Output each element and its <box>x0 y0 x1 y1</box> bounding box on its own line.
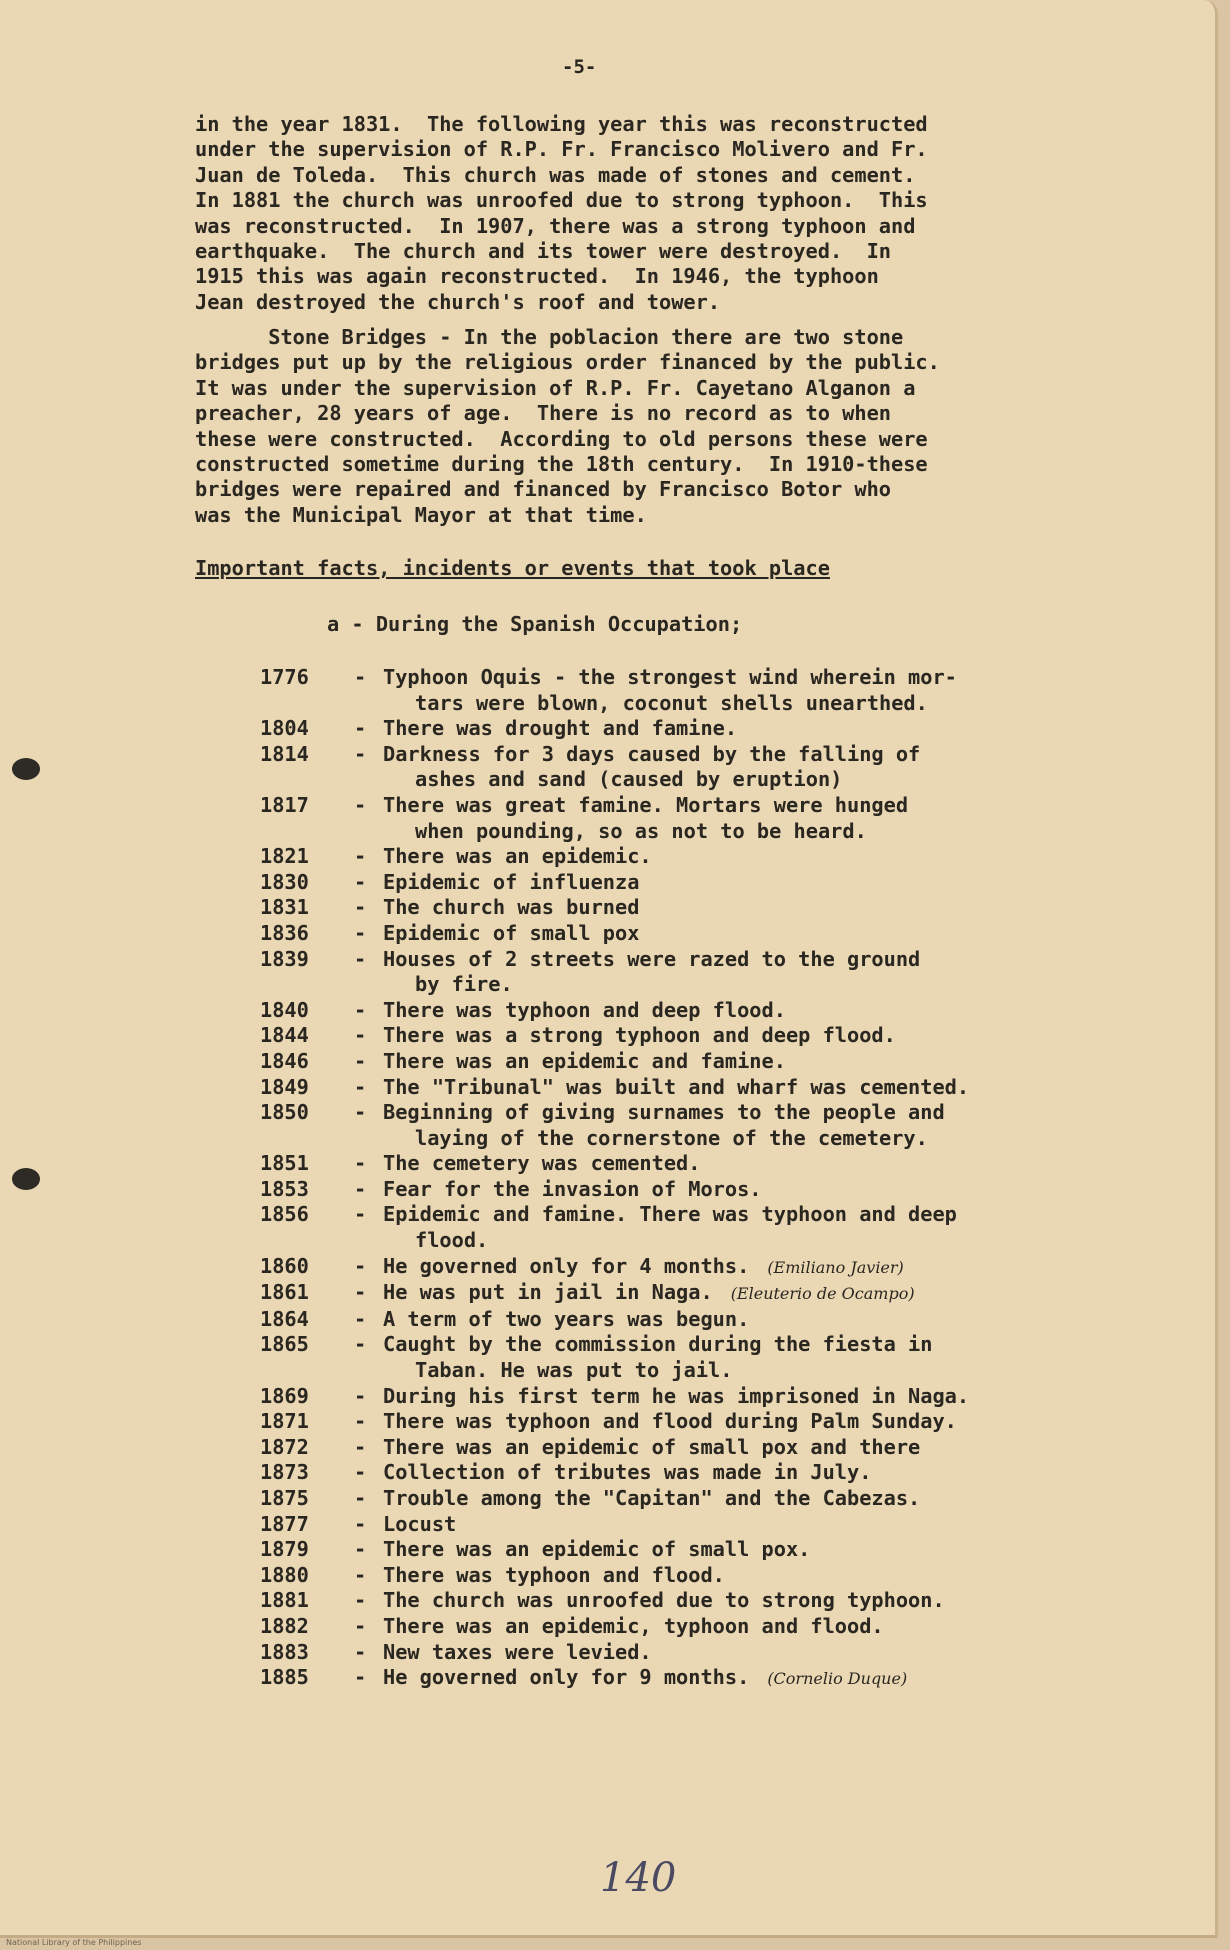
event-year: 1875 <box>260 1486 309 1510</box>
event-text <box>383 1588 1113 1614</box>
event-year: 1873 <box>260 1460 309 1485</box>
event-text <box>383 1409 1113 1435</box>
event-dash: - <box>354 1253 367 1278</box>
event-description: There was great famine. Mortars were hunged <box>383 792 909 817</box>
event-description: He was put in jail in Naga. <box>383 1280 713 1305</box>
event-text <box>383 870 1113 896</box>
event-year: 1856 <box>260 1202 309 1227</box>
event-year: 1849 <box>260 1074 309 1099</box>
event-row <box>0 716 1215 742</box>
events-list <box>0 665 1215 1692</box>
handwritten-note: (Eleuterio de Ocampo) <box>730 1284 915 1304</box>
event-row <box>0 1332 1215 1383</box>
event-text <box>383 1202 1113 1228</box>
event-row <box>0 1100 1215 1151</box>
event-dash: - <box>354 1409 367 1434</box>
event-text <box>383 1049 1113 1075</box>
event-year: 1831 <box>260 895 309 920</box>
event-text <box>383 1614 1113 1640</box>
event-dash: - <box>354 1048 367 1073</box>
event-row <box>0 1049 1215 1075</box>
event-description: Darkness for 3 days caused by the falling of <box>383 741 921 766</box>
handwritten-note: (Cornelio Duque) <box>767 1669 908 1689</box>
event-description: Epidemic and famine. There was typhoon and deep <box>383 1202 957 1227</box>
event-description: Epidemic of influenza <box>383 869 640 894</box>
event-row <box>0 1563 1215 1589</box>
event-description: New taxes were levied. <box>383 1639 652 1664</box>
event-description: Caught by the commission during the fiesta in <box>383 1332 933 1357</box>
event-year: 1869 <box>260 1383 309 1408</box>
stone-bridges-paragraph: Stone Bridges - In the poblacion there are two stone bridges put up by the religious order financed by the public. It was under the supervision of R.P. Fr. Cayetano Alganon a preacher, 28 years of age. There is no record as to when these were constructed. According to old persons these were constructed sometime during the 18th century. In 1910-these bridges were repaired and financed by Francisco Botor who was the Municipal Mayor at that time. <box>195 325 940 527</box>
event-year: 1830 <box>260 869 309 894</box>
event-dash: - <box>354 1639 367 1664</box>
event-description: The "Tribunal" was built and wharf was cemented. <box>383 1074 970 1099</box>
event-year: 1865 <box>260 1332 309 1357</box>
event-dash: - <box>354 1613 367 1638</box>
event-row <box>0 1588 1215 1614</box>
event-year: 1877 <box>260 1511 309 1536</box>
event-row <box>0 1486 1215 1512</box>
event-dash: - <box>354 1332 367 1357</box>
event-text <box>383 844 1113 870</box>
event-dash: - <box>354 1588 367 1613</box>
event-dash: - <box>354 716 367 741</box>
event-year: 1879 <box>260 1537 309 1562</box>
event-text <box>383 947 1113 973</box>
event-row <box>0 1307 1215 1333</box>
event-year: 1839 <box>260 946 309 971</box>
event-text <box>383 793 1113 819</box>
event-text <box>383 1254 1113 1281</box>
event-dash: - <box>354 1665 367 1690</box>
event-year: 1885 <box>260 1665 309 1690</box>
event-row <box>0 665 1215 716</box>
event-dash: - <box>354 1562 367 1587</box>
event-year: 1814 <box>260 741 309 766</box>
event-text <box>383 716 1113 742</box>
event-continuation: laying of the cornerstone of the cemetery. <box>415 1125 928 1150</box>
event-year: 1860 <box>260 1253 309 1278</box>
event-row <box>0 1460 1215 1486</box>
event-row <box>0 1537 1215 1563</box>
event-description: He governed only for 9 months. <box>383 1665 750 1690</box>
event-text <box>383 665 1113 691</box>
event-continuation: ashes and sand (caused by eruption) <box>415 767 843 792</box>
event-dash: - <box>354 1460 367 1485</box>
event-text <box>383 1100 1113 1126</box>
event-dash: - <box>354 665 367 689</box>
event-text <box>383 921 1113 947</box>
event-text <box>383 1435 1113 1461</box>
event-row <box>0 895 1215 921</box>
event-description: There was typhoon and deep flood. <box>383 997 786 1022</box>
event-text <box>383 1075 1113 1101</box>
event-text <box>383 1563 1113 1589</box>
event-year: 1872 <box>260 1434 309 1459</box>
event-row <box>0 1202 1215 1253</box>
event-text <box>383 1332 1113 1358</box>
section-heading: Important facts, incidents or events that took place <box>195 556 830 580</box>
event-row <box>0 1280 1215 1307</box>
event-continuation: Taban. He was put to jail. <box>415 1358 733 1383</box>
event-year: 1880 <box>260 1562 309 1587</box>
event-row <box>0 1640 1215 1666</box>
event-year: 1871 <box>260 1409 309 1434</box>
event-row <box>0 921 1215 947</box>
event-row <box>0 1409 1215 1435</box>
event-description: He governed only for 4 months. <box>383 1253 750 1278</box>
event-description: The church was burned <box>383 895 640 920</box>
event-year: 1836 <box>260 920 309 945</box>
event-text <box>383 1460 1113 1486</box>
event-year: 1817 <box>260 792 309 817</box>
event-dash: - <box>354 1151 367 1176</box>
event-description: There was an epidemic of small pox and there <box>383 1434 921 1459</box>
event-dash: - <box>354 844 367 869</box>
event-year: 1844 <box>260 1023 309 1048</box>
event-text <box>383 742 1113 768</box>
event-description: Epidemic of small pox <box>383 920 640 945</box>
event-year: 1882 <box>260 1613 309 1638</box>
event-dash: - <box>354 1176 367 1201</box>
event-description: Beginning of giving surnames to the people and <box>383 1100 945 1125</box>
event-dash: - <box>354 1280 367 1305</box>
event-year: 1864 <box>260 1306 309 1331</box>
event-row <box>0 870 1215 896</box>
event-row <box>0 1665 1215 1692</box>
event-description: Collection of tributes was made in July. <box>383 1460 872 1485</box>
event-year: 1776 <box>260 665 309 689</box>
church-history-paragraph: in the year 1831. The following year this was reconstructed under the supervision of R.P. Fr. Francisco Molivero and Fr. Juan de Toleda. This church was made of stones and cement. In 1881 the church was unroofed due to strong typhoon. This was reconstructed. In 1907, there was a strong typhoon and earthquake. The church and its tower were destroyed. In 1915 this was again reconstructed. In 1946, the typhoon Jean destroyed the church's roof and tower. <box>195 112 928 314</box>
event-text <box>383 1177 1113 1203</box>
event-dash: - <box>354 1486 367 1510</box>
event-year: 1846 <box>260 1048 309 1073</box>
event-dash: - <box>354 869 367 894</box>
event-row <box>0 1384 1215 1410</box>
event-description: There was an epidemic and famine. <box>383 1048 786 1073</box>
event-text <box>383 1665 1113 1692</box>
event-row <box>0 1177 1215 1203</box>
event-dash: - <box>354 1074 367 1099</box>
handwritten-note: (Emiliano Javier) <box>767 1257 904 1277</box>
event-row <box>0 1254 1215 1281</box>
event-dash: - <box>354 1306 367 1331</box>
event-continuation: flood. <box>415 1228 489 1253</box>
event-dash: - <box>354 1434 367 1459</box>
event-dash: - <box>354 741 367 766</box>
event-text <box>383 998 1113 1024</box>
event-dash: - <box>354 1100 367 1125</box>
event-dash: - <box>354 1202 367 1227</box>
event-description: The cemetery was cemented. <box>383 1151 701 1176</box>
event-continuation: by fire. <box>415 972 513 997</box>
event-description: There was drought and famine. <box>383 716 738 741</box>
event-row <box>0 742 1215 793</box>
event-dash: - <box>354 1383 367 1408</box>
event-row <box>0 1075 1215 1101</box>
event-year: 1861 <box>260 1280 309 1305</box>
event-text <box>383 1023 1113 1049</box>
event-row <box>0 1614 1215 1640</box>
event-row <box>0 844 1215 870</box>
event-year: 1851 <box>260 1151 309 1176</box>
event-row <box>0 1023 1215 1049</box>
event-year: 1804 <box>260 716 309 741</box>
event-description: During his first term he was imprisoned in Naga. <box>383 1383 970 1408</box>
event-description: A term of two years was begun. <box>383 1306 750 1331</box>
event-continuation: when pounding, so as not to be heard. <box>415 818 867 843</box>
event-dash: - <box>354 997 367 1022</box>
event-description: There was a strong typhoon and deep flood. <box>383 1023 896 1048</box>
event-description: Fear for the invasion of Moros. <box>383 1176 762 1201</box>
event-year: 1850 <box>260 1100 309 1125</box>
event-row <box>0 1151 1215 1177</box>
event-dash: - <box>354 946 367 971</box>
event-description: Houses of 2 streets were razed to the ground <box>383 946 921 971</box>
event-row <box>0 1435 1215 1461</box>
event-year: 1821 <box>260 844 309 869</box>
event-row <box>0 947 1215 998</box>
event-text <box>383 1537 1113 1563</box>
event-text <box>383 1486 1113 1512</box>
event-row <box>0 998 1215 1024</box>
section-subheading: a - During the Spanish Occupation; <box>327 612 743 636</box>
folio-number: 140 <box>600 1855 677 1901</box>
event-description: There was typhoon and flood. <box>383 1562 725 1587</box>
event-description: There was an epidemic of small pox. <box>383 1537 811 1562</box>
event-description: There was typhoon and flood during Palm Sunday. <box>383 1409 957 1434</box>
event-description: There was an epidemic. <box>383 844 652 869</box>
event-text <box>383 1280 1113 1307</box>
event-description: The church was unroofed due to strong typhoon. <box>383 1588 945 1613</box>
event-year: 1853 <box>260 1176 309 1201</box>
event-description: There was an epidemic, typhoon and flood. <box>383 1613 884 1638</box>
event-dash: - <box>354 895 367 920</box>
event-continuation: tars were blown, coconut shells unearthed. <box>415 690 928 715</box>
event-row <box>0 1512 1215 1538</box>
event-dash: - <box>354 920 367 945</box>
event-description: Locust <box>383 1511 457 1536</box>
event-text <box>383 1307 1113 1333</box>
event-dash: - <box>354 1511 367 1536</box>
event-description: Typhoon Oquis - the strongest wind wherein mor- <box>383 665 957 689</box>
event-text <box>383 1512 1113 1538</box>
event-text <box>383 1640 1113 1666</box>
event-dash: - <box>354 792 367 817</box>
event-text <box>383 1384 1113 1410</box>
event-year: 1883 <box>260 1639 309 1664</box>
event-year: 1840 <box>260 997 309 1022</box>
footer-text: National Library of the Philippines <box>6 1938 142 1947</box>
page-number: -5- <box>562 56 597 78</box>
event-row <box>0 793 1215 844</box>
event-dash: - <box>354 1537 367 1562</box>
event-text <box>383 895 1113 921</box>
event-year: 1881 <box>260 1588 309 1613</box>
event-dash: - <box>354 1023 367 1048</box>
event-description: Trouble among the "Capitan" and the Cabezas. <box>383 1486 921 1510</box>
event-text <box>383 1151 1113 1177</box>
